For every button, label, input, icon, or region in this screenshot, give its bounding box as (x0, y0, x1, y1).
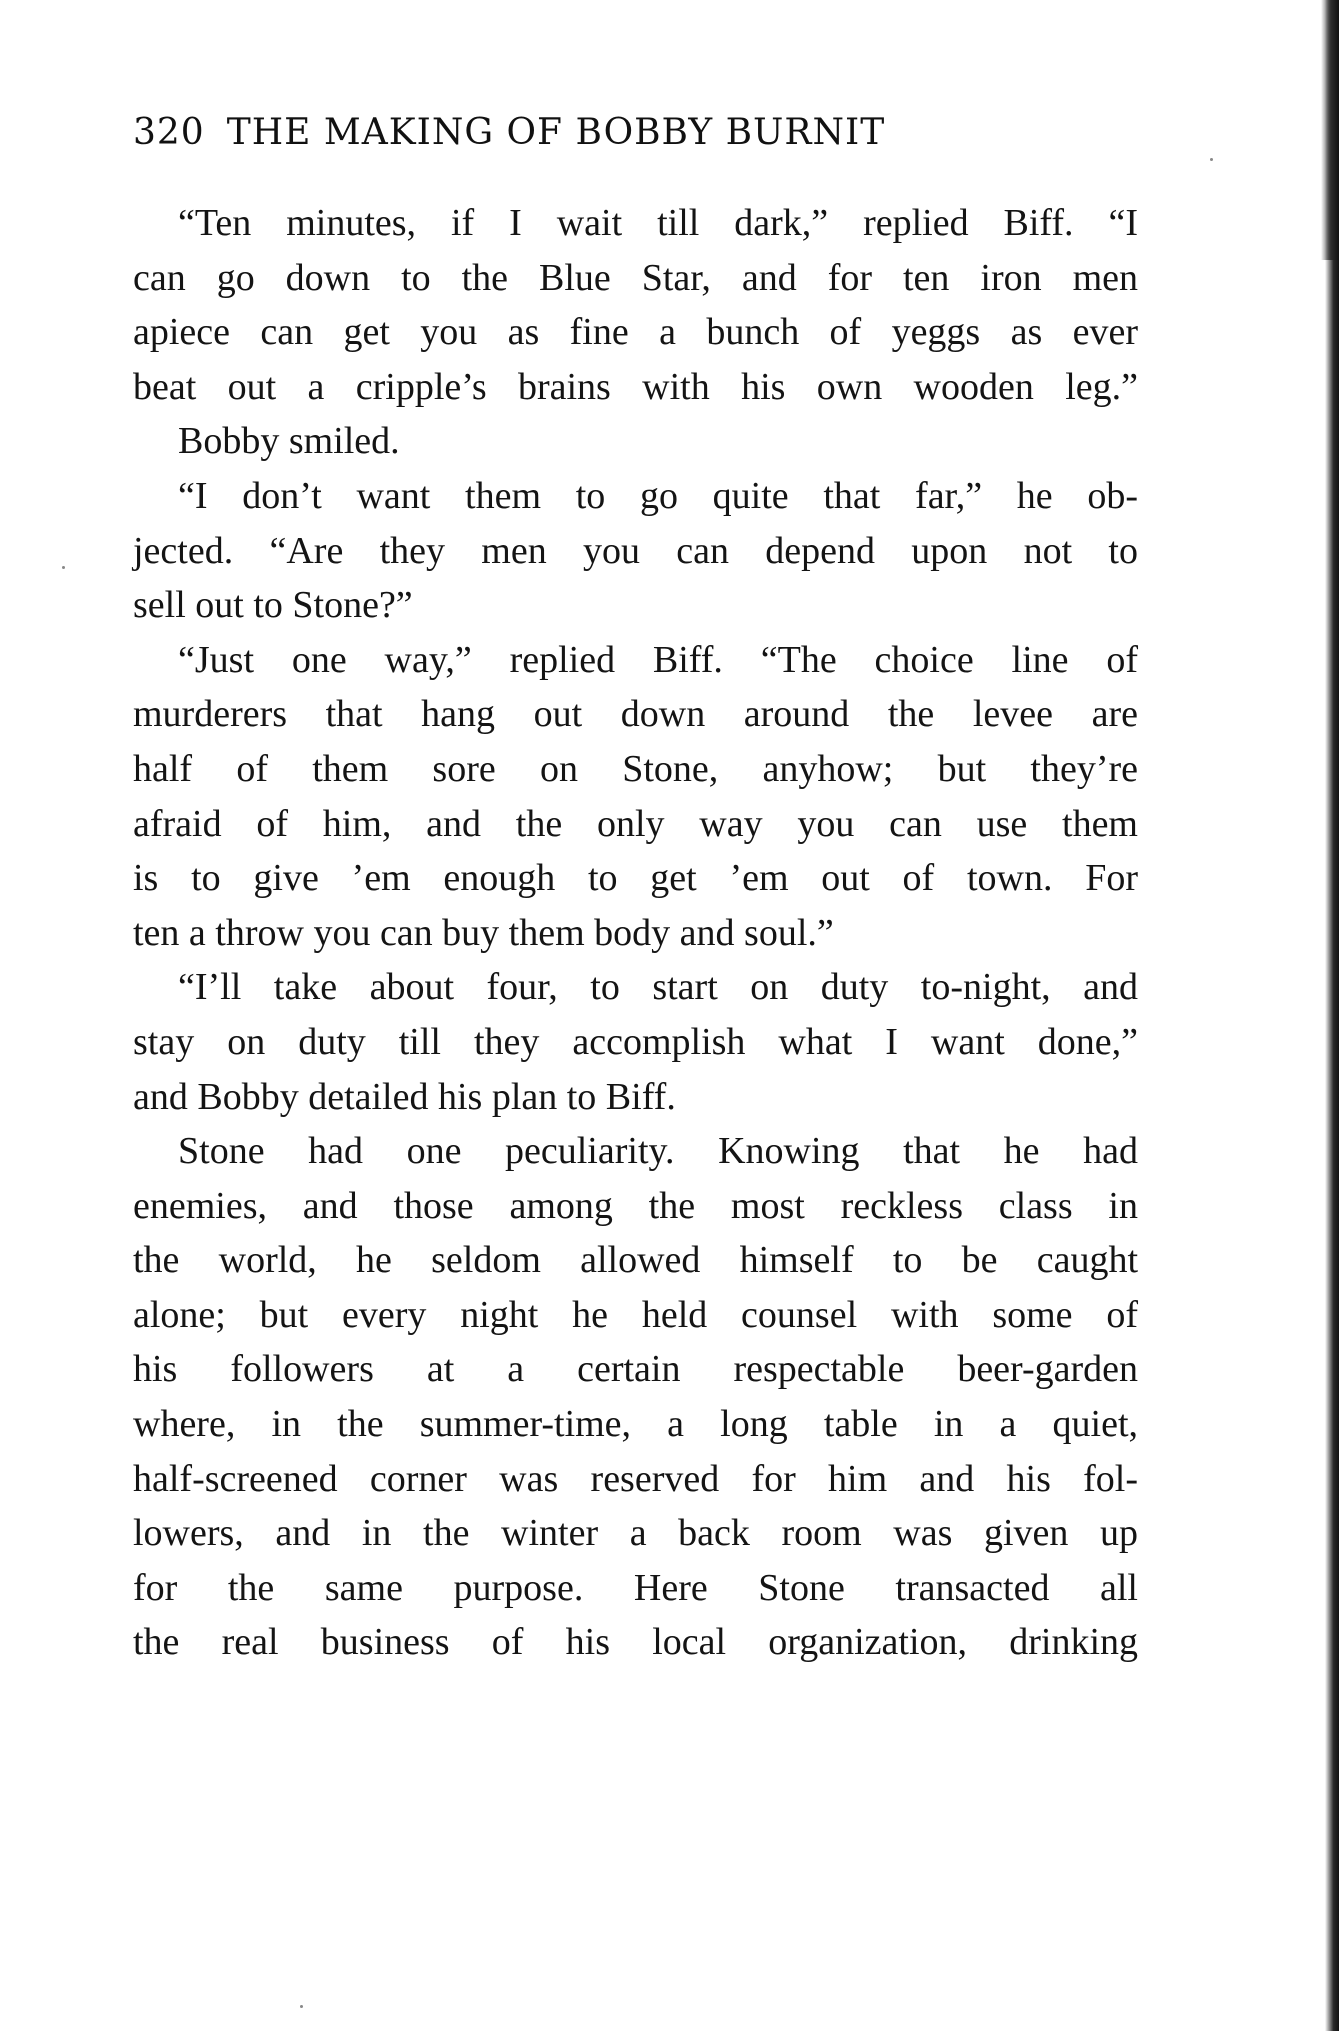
binding-edge-shadow-top (1321, 0, 1339, 260)
text-line: “Ten minutes, if I wait till dark,” replied Biff. “I (178, 202, 1138, 244)
text-line: sell out to Stone?” (133, 584, 413, 627)
text-line: the world, he seldom allowed himself to be caught (133, 1239, 1138, 1282)
text-line: is to give ’em enough to get ’em out of town. For (133, 857, 1138, 900)
text-line: “Just one way,” replied Biff. “The choice line of (178, 638, 1138, 681)
text-line: Stone had one peculiarity. Knowing that he had (178, 1130, 1138, 1173)
text-line: “I’ll take about four, to start on duty to-night, and (178, 966, 1138, 1009)
binding-edge-shadow (1325, 0, 1339, 2031)
text-line: Bobby smiled. (178, 420, 400, 463)
text-line: stay on duty till they accomplish what I want done,” (133, 1020, 1138, 1063)
text-line: “I don’t want them to go quite that far,” he ob- (178, 474, 1138, 517)
text-line: can go down to the Blue Star, and for ten iron men (133, 256, 1138, 299)
body-text (133, 196, 1138, 1670)
paper-speck (1210, 158, 1213, 161)
text-line: enemies, and those among the most reckless class in (133, 1184, 1138, 1227)
text-line: ten a throw you can buy them body and soul.” (133, 911, 834, 954)
paper-speck (62, 566, 65, 569)
paper-speck (300, 2005, 303, 2008)
text-line: jected. “Are they men you can depend upon not to (133, 529, 1138, 572)
text-line: his followers at a certain respectable beer-garden (133, 1348, 1138, 1391)
text-line: apiece can get you as fine a bunch of yeggs as ever (133, 311, 1138, 354)
text-line: and Bobby detailed his plan to Biff. (133, 1075, 676, 1118)
page-number: 320 (133, 112, 205, 153)
text-line: afraid of him, and the only way you can use them (133, 802, 1138, 845)
text-line: alone; but every night he held counsel with some of (133, 1293, 1138, 1336)
text-line: beat out a cripple’s brains with his own wooden leg.” (133, 365, 1138, 408)
running-head (133, 112, 1133, 164)
running-title: THE MAKING OF BOBBY BURNIT (226, 112, 886, 153)
text-line: for the same purpose. Here Stone transacted all (133, 1566, 1138, 1609)
text-line: the real business of his local organization, drinking (133, 1621, 1138, 1664)
text-line: where, in the summer-time, a long table in a quiet, (133, 1403, 1138, 1446)
text-line: murderers that hang out down around the levee are (133, 693, 1138, 736)
text-line: half of them sore on Stone, anyhow; but they’re (133, 747, 1138, 790)
text-line: half-screened corner was reserved for him and his fol- (133, 1457, 1138, 1500)
text-line: lowers, and in the winter a back room was given up (133, 1512, 1138, 1555)
